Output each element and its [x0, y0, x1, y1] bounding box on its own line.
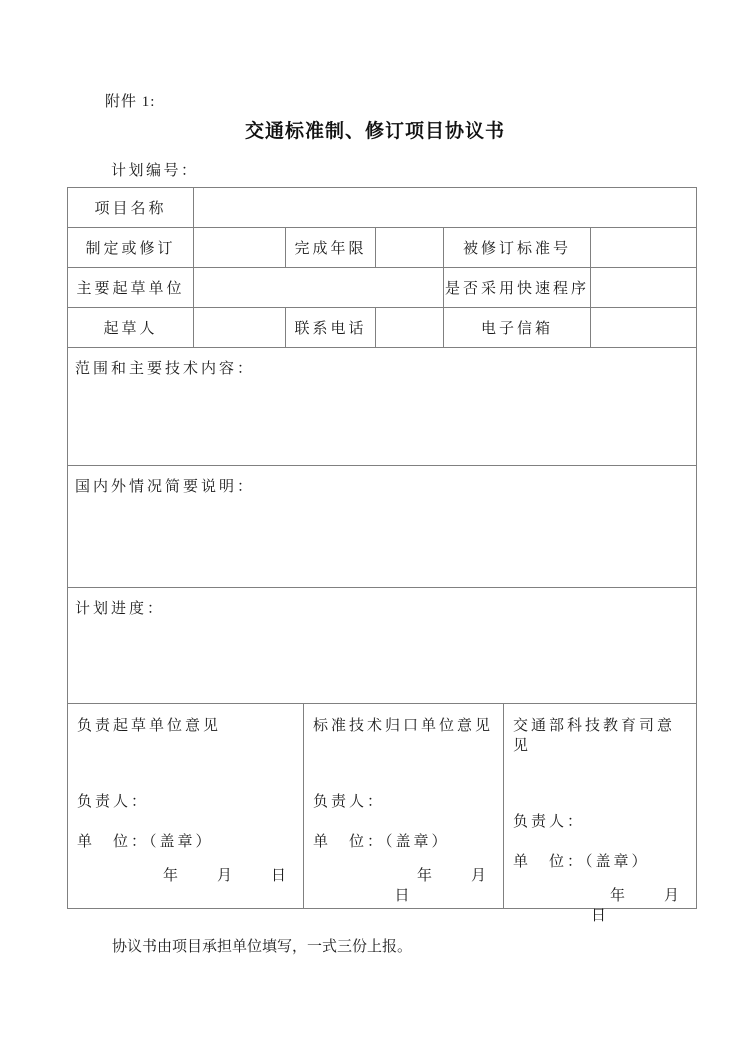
fast-track-label: 是否采用快速程序: [444, 268, 591, 307]
opinion-ministry-date-line: 年 月: [609, 888, 682, 904]
project-name-label: 项目名称: [68, 188, 194, 227]
email-label: 电子信箱: [444, 308, 591, 347]
opinion-drafting-unit-seal-label: 单 位：（盖章）: [77, 834, 214, 850]
scope-section-label: 范围和主要技术内容：: [75, 361, 256, 377]
opinion-drafting-unit-cell: [68, 704, 304, 908]
schedule-section-label: 计划进度：: [75, 601, 166, 617]
overview-section-label: 国内外情况简要说明：: [75, 479, 256, 495]
main-drafting-unit-value-cell: [194, 268, 444, 307]
drafter-label: 起草人: [68, 308, 194, 347]
row-scope-section: [68, 348, 696, 466]
opinion-technical-unit-date-line: 年 月: [416, 868, 489, 884]
completion-year-value-cell: [376, 228, 444, 267]
formulate-or-revise-label: 制定或修订: [68, 228, 194, 267]
contact-phone-label: 联系电话: [286, 308, 376, 347]
opinion-technical-unit-seal-label: 单 位：（盖章）: [313, 834, 450, 850]
opinion-ministry-person-label: 负责人：: [513, 814, 586, 830]
opinion-ministry-title: 交通部科技教育司意见: [513, 718, 676, 754]
revised-standard-label: 被修订标准号: [444, 228, 591, 267]
opinion-technical-unit-date-line2: 日: [394, 888, 413, 904]
row-project-name: [68, 188, 696, 228]
formulate-or-revise-value-cell: [194, 228, 286, 267]
footer-note: 协议书由项目承担单位填写，一式三份上报。: [112, 939, 413, 955]
opinion-ministry-cell: [504, 704, 696, 924]
row-formulate-revise: [68, 228, 696, 268]
opinion-ministry-seal-label: 单 位：（盖章）: [513, 854, 650, 870]
drafter-value-cell: [194, 308, 286, 347]
completion-year-label: 完成年限: [286, 228, 376, 267]
opinion-drafting-unit-date-line: 年 月 日: [162, 868, 289, 884]
row-opinions: [68, 704, 696, 924]
fast-track-value-cell: [591, 268, 696, 307]
main-drafting-unit-label: 主要起草单位: [68, 268, 194, 307]
row-drafter: [68, 308, 696, 348]
plan-number-label: 计划编号：: [111, 163, 199, 179]
opinion-drafting-unit-title: 负责起草单位意见: [77, 718, 222, 734]
row-main-drafting-unit: [68, 268, 696, 308]
row-overview-section: [68, 466, 696, 588]
opinion-technical-unit-person-label: 负责人：: [313, 794, 386, 810]
opinion-drafting-unit-person-label: 负责人：: [77, 794, 150, 810]
email-value-cell: [591, 308, 696, 347]
revised-standard-value-cell: [591, 228, 696, 267]
row-schedule-section: [68, 588, 696, 704]
project-name-value-cell: [194, 188, 696, 227]
page-title: 交通标准制、修订项目协议书: [244, 121, 505, 142]
opinion-ministry-date-line2: 日: [590, 908, 609, 924]
agreement-form-table: [67, 187, 697, 924]
attachment-label: 附件 1:: [105, 94, 156, 110]
opinion-technical-unit-title: 标准技术归口单位意见: [313, 718, 494, 734]
contact-phone-value-cell: [376, 308, 444, 347]
opinion-technical-unit-cell: [304, 704, 504, 908]
